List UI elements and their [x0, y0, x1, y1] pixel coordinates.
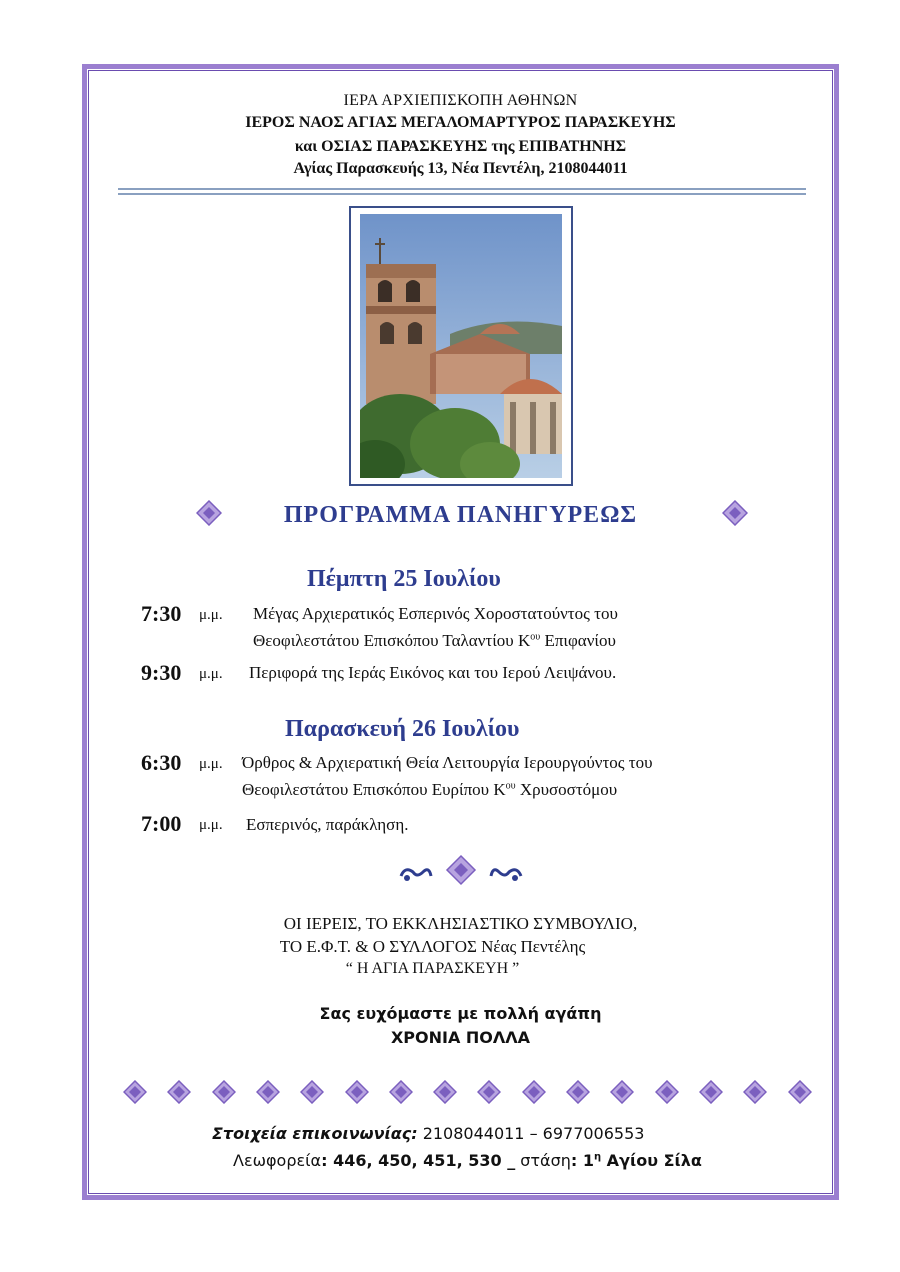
ornament-diamond-icon: [256, 1080, 280, 1104]
program-title: ΠΡΟΓΡΑΜΜΑ ΠΑΝΗΓΥΡΕΩΣ: [283, 502, 638, 528]
event-description: Εσπερινός, παράκληση.: [246, 815, 409, 834]
day-heading-friday: Παρασκευή 26 Ιουλίου: [285, 716, 520, 742]
ornament-diamond-icon: [566, 1080, 590, 1104]
closing-line-3: “ Η ΑΓΙΑ ΠΑΡΑΣΚΕΥΗ ”: [345, 960, 520, 977]
event-time: 6:30: [141, 750, 182, 775]
event-description-continued: Θεοφιλεστάτου Επισκόπου Ταλαντίου $K^{o\upsilon}$ Επιφανίου: [253, 631, 616, 650]
closing-line-1: ΟΙ ΙΕΡΕΙΣ, ΤΟ ΕΚΚΛΗΣΙΑΣΤΙΚΟ ΣΥΜΒΟΥΛΙΟ,: [283, 914, 638, 933]
stop-name: : $1^\eta$ Αγίου Σίλα: [570, 1151, 702, 1170]
ornament-diamond-icon: [167, 1080, 191, 1104]
contact-line: [212, 1124, 644, 1143]
bus-label: Λεωφορεία: [233, 1151, 322, 1170]
event-time: 9:30: [141, 660, 182, 685]
event-description: Περιφορά της Ιεράς Εικόνος και του Ιερού Λειψάνου.: [249, 663, 617, 682]
church-photo: [360, 214, 562, 478]
event-time-suffix: μ.μ.: [199, 666, 223, 682]
header-church-name: ΙΕΡΟΣ ΝΑΟΣ ΑΓΙΑΣ ΜΕΓΑΛΟΜΑΡΤΥΡΟΣ ΠΑΡΑΣΚΕΥΗΣ: [245, 114, 676, 131]
ornament-diamond-icon: [699, 1080, 723, 1104]
ornament-diamond-icon: [345, 1080, 369, 1104]
ornament-fleuron-divider-icon: [395, 854, 527, 888]
ornament-diamond-icon: [433, 1080, 457, 1104]
ornament-diamond-icon: [788, 1080, 812, 1104]
ornament-diamond-icon: [389, 1080, 413, 1104]
event-time-suffix: μ.μ.: [199, 756, 223, 772]
event-time: 7:30: [141, 601, 182, 626]
header-address: Αγίας Παρασκευής 13, Νέα Πεντέλη, 2108044011: [293, 160, 628, 177]
bus-numbers: : 446, 450, 451, 530 _: [321, 1151, 516, 1170]
event-time: 7:00: [141, 811, 182, 836]
ornament-diamond-icon: [610, 1080, 634, 1104]
ornament-diamond-icon: [655, 1080, 679, 1104]
header-archdiocese: ΙΕΡΑ ΑΡΧΙΕΠΙΣΚΟΠΗ ΑΘΗΝΩΝ: [343, 92, 578, 109]
bus-line: [233, 1151, 702, 1170]
stop-label: στάση: [515, 1151, 571, 1170]
ornament-diamond-icon: [477, 1080, 501, 1104]
header-church-subtitle: και ΟΣΙΑΣ ΠΑΡΑΣΚΕΥΗΣ της ΕΠΙΒΑΤΗΝΗΣ: [294, 138, 627, 155]
wish-line-1: Σας ευχόμαστε με πολλή αγάπη: [319, 1004, 602, 1023]
contact-label: Στοιχεία επικοινωνίας:: [212, 1124, 418, 1143]
header-divider-bottom: [118, 193, 806, 195]
event-description: Όρθρος & Αρχιερατική Θεία Λειτουργία Ιερουργούντος του: [242, 753, 653, 772]
ornament-diamond-icon: [212, 1080, 236, 1104]
closing-line-2: ΤΟ Ε.Φ.Τ. & Ο ΣΥΛΛΟΓΟΣ Νέας Πεντέλης: [279, 937, 586, 956]
ornament-diamond-icon: [522, 1080, 546, 1104]
event-description-continued: Θεοφιλεστάτου Επισκόπου Ευρίπου $K^{o\upsilon}$ Χρυσοστόμου: [242, 780, 618, 799]
event-time-suffix: μ.μ.: [199, 607, 223, 623]
contact-phones: 2108044011 – 6977006553: [422, 1124, 645, 1143]
day-heading-thursday: Πέμπτη 25 Ιουλίου: [307, 566, 501, 592]
event-time-suffix: μ.μ.: [199, 817, 223, 833]
event-description: Μέγας Αρχιερατικός Εσπερινός Χοροστατούντος του: [253, 604, 618, 623]
header-divider-top: [118, 188, 806, 190]
wish-line-2: ΧΡΟΝΙΑ ΠΟΛΛΑ: [390, 1028, 531, 1047]
ornament-diamond-icon: [300, 1080, 324, 1104]
ornament-diamond-right-icon: [722, 500, 748, 526]
ornament-diamond-icon: [123, 1080, 147, 1104]
ornament-diamond-icon: [743, 1080, 767, 1104]
